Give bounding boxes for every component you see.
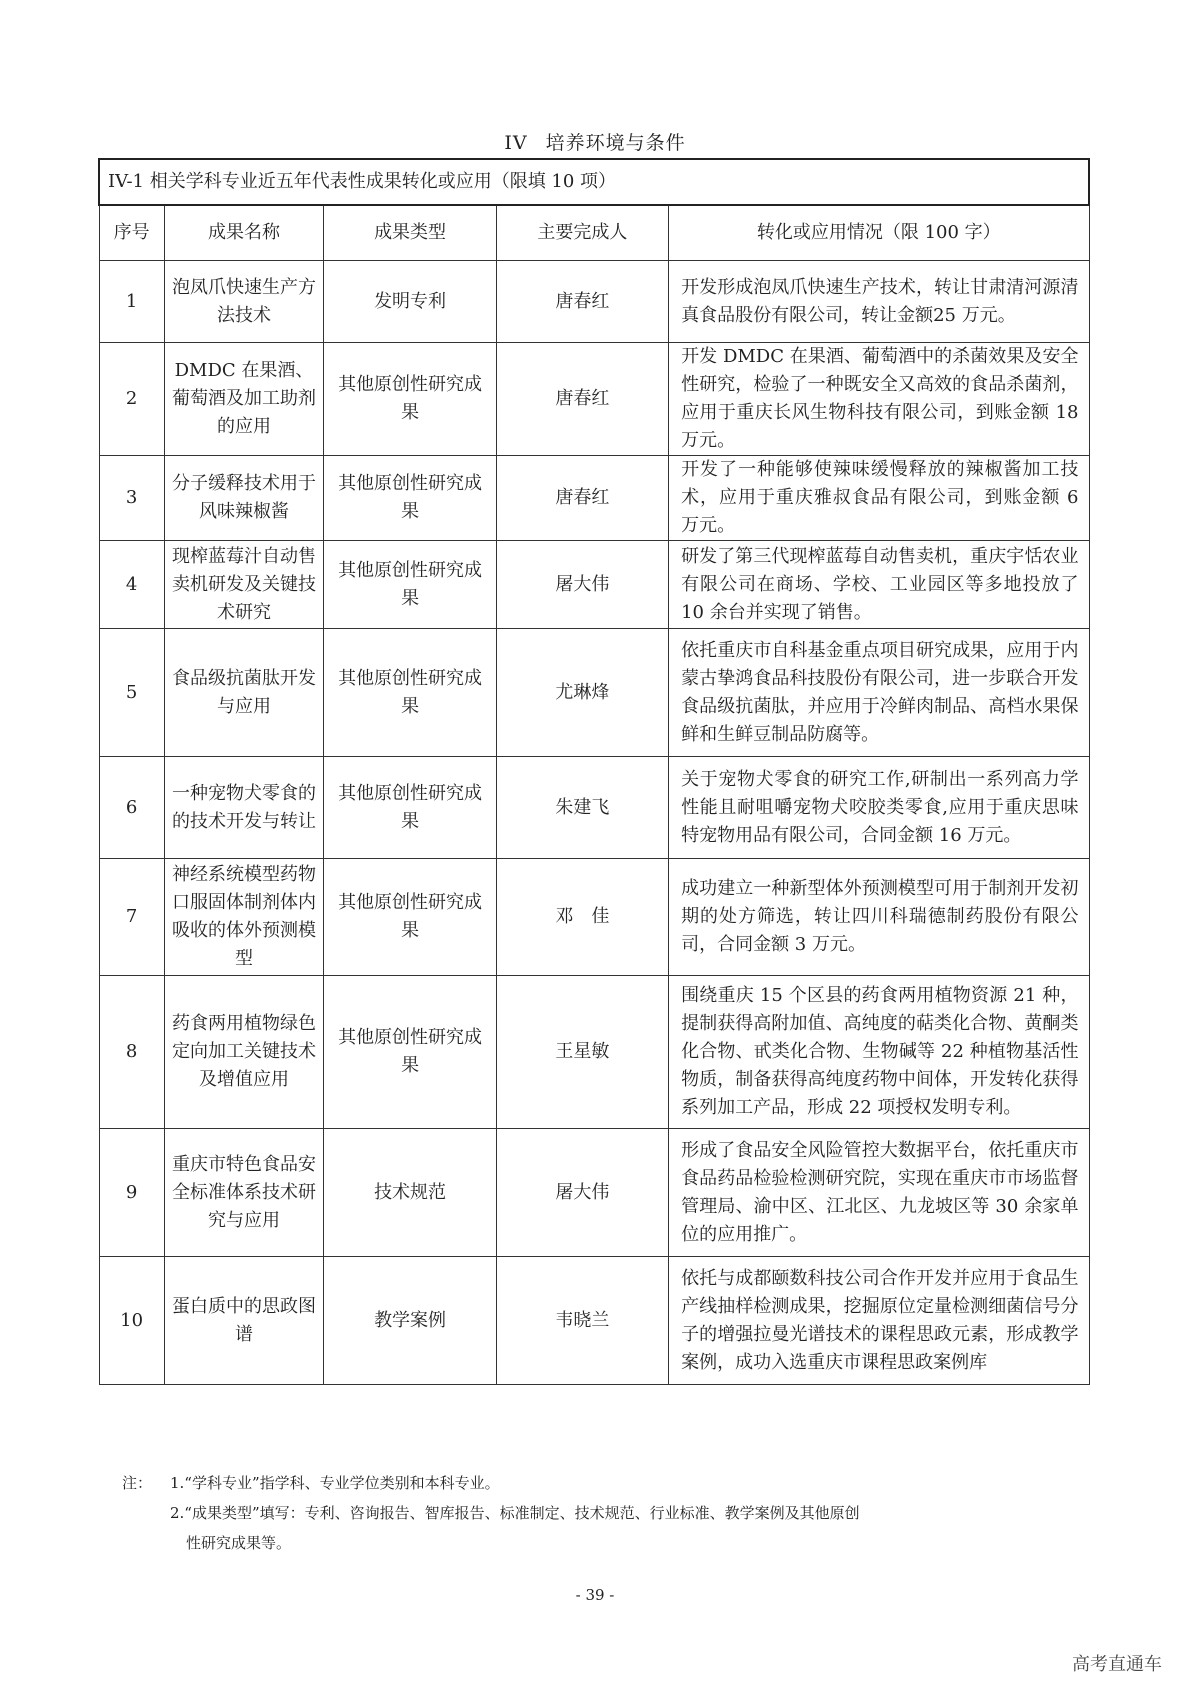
row-person: 尤琳烽: [496, 629, 668, 757]
row-desc: 关于宠物犬零食的研究工作,研制出一系列高力学性能且耐咀嚼宠物犬咬胶类零食,应用于重庆思味特宠物用品有限公司，合同金额 16 万元。: [669, 757, 1089, 859]
row-person: 唐春红: [496, 343, 668, 456]
table-row: [99, 757, 1089, 859]
note-2: 2.“成果类型”填写：专利、咨询报告、智库报告、标准制定、技术规范、行业标准、教学案例及其他原创: [170, 1504, 860, 1522]
row-type: 其他原创性研究成果: [324, 629, 496, 757]
row-name: 蛋白质中的思政图谱: [164, 1257, 324, 1385]
table-row: [99, 456, 1089, 541]
row-desc: 开发 DMDC 在果酒、葡萄酒中的杀菌效果及安全性研究，检验了一种既安全又高效的食品杀菌剂，应用于重庆长风生物科技有限公司，到账金额 18 万元。: [669, 343, 1089, 456]
note-1: [122, 1468, 1042, 1498]
watermark: 高考直通车: [1072, 1654, 1162, 1675]
table-caption: IV-1 相关学科专业近五年代表性成果转化或应用（限填 10 项）: [99, 159, 1089, 205]
row-seq: 7: [99, 859, 164, 976]
row-seq: 2: [99, 343, 164, 456]
row-person: 屠大伟: [496, 541, 668, 629]
row-type: 其他原创性研究成果: [324, 976, 496, 1129]
row-person: 屠大伟: [496, 1129, 668, 1257]
row-person: 邓 佳: [496, 859, 668, 976]
row-desc: 研发了第三代现榨蓝莓自动售卖机，重庆宇恬农业有限公司在商场、学校、工业园区等多地投放了 10 余台并实现了销售。: [669, 541, 1089, 629]
table-row: [99, 629, 1089, 757]
row-person: 朱建飞: [496, 757, 668, 859]
row-desc: 围绕重庆 15 个区县的药食两用植物资源 21 种，提制获得高附加值、高纯度的萜类化合物、黄酮类化合物、甙类化合物、生物碱等 22 种植物基活性物质，制备获得高纯度药物中间体，开发转化获得系列加工产品，形成 22 项授权发明专利。: [669, 976, 1089, 1129]
row-type: 其他原创性研究成果: [324, 456, 496, 541]
page-number: - 39 -: [575, 1586, 615, 1604]
row-person: 唐春红: [496, 456, 668, 541]
row-seq: 6: [99, 757, 164, 859]
table-header-row: [99, 205, 1089, 261]
section-title: [0, 128, 1190, 155]
row-name: 食品级抗菌肽开发与应用: [164, 629, 324, 757]
row-seq: 5: [99, 629, 164, 757]
row-name: 神经系统模型药物口服固体制剂体内吸收的体外预测模型: [164, 859, 324, 976]
row-name: 分子缓释技术用于风味辣椒酱: [164, 456, 324, 541]
notes-label: 注：: [122, 1474, 153, 1492]
row-desc: 开发了一种能够使辣味缓慢释放的辣椒酱加工技术，应用于重庆雅叔食品有限公司，到账金额 6 万元。: [669, 456, 1089, 541]
row-seq: 8: [99, 976, 164, 1129]
note-1-text: 1.“学科专业”指学科、专业学位类别和本科专业。: [170, 1474, 500, 1492]
header-seq: 序号: [99, 205, 164, 261]
row-name: 药食两用植物绿色定向加工关键技术及增值应用: [164, 976, 324, 1129]
row-type: 教学案例: [324, 1257, 496, 1385]
row-desc: 开发形成泡凤爪快速生产技术，转让甘肃清河源清真食品股份有限公司，转让金额25 万元。: [669, 261, 1089, 343]
row-seq: 3: [99, 456, 164, 541]
row-name: 泡凤爪快速生产方法技术: [164, 261, 324, 343]
notes: [122, 1468, 1042, 1558]
table-row: [99, 343, 1089, 456]
row-seq: 9: [99, 1129, 164, 1257]
achievements-table: [98, 158, 1090, 1385]
table-row: [99, 1257, 1089, 1385]
row-seq: 4: [99, 541, 164, 629]
row-desc: 依托重庆市自科基金重点项目研究成果，应用于内蒙古挚鸿食品科技股份有限公司，进一步联合开发食品级抗菌肽，并应用于冷鲜肉制品、高档水果保鲜和生鲜豆制品防腐等。: [669, 629, 1089, 757]
table-row: [99, 859, 1089, 976]
row-desc: 依托与成都颐数科技公司合作开发并应用于食品生产线抽样检测成果，挖掘原位定量检测细菌信号分子的增强拉曼光谱技术的课程思政元素，形成教学案例，成功入选重庆市课程思政案例库: [669, 1257, 1089, 1385]
row-seq: 1: [99, 261, 164, 343]
row-type: 技术规范: [324, 1129, 496, 1257]
row-type: 其他原创性研究成果: [324, 859, 496, 976]
table-row: [99, 1129, 1089, 1257]
section-heading: 培养环境与条件: [545, 132, 686, 154]
row-person: 唐春红: [496, 261, 668, 343]
row-name: 一种宠物犬零食的的技术开发与转让: [164, 757, 324, 859]
note-2-continued: 性研究成果等。: [186, 1534, 292, 1552]
row-type: 其他原创性研究成果: [324, 343, 496, 456]
section-roman: IV: [504, 132, 528, 154]
header-desc: 转化或应用情况（限 100 字）: [669, 205, 1089, 261]
row-seq: 10: [99, 1257, 164, 1385]
table-row: [99, 261, 1089, 343]
row-name: 现榨蓝莓汁自动售卖机研发及关键技术研究: [164, 541, 324, 629]
header-name: 成果名称: [164, 205, 324, 261]
row-type: 发明专利: [324, 261, 496, 343]
row-type: 其他原创性研究成果: [324, 541, 496, 629]
row-person: 韦晓兰: [496, 1257, 668, 1385]
row-desc: 成功建立一种新型体外预测模型可用于制剂开发初期的处方筛选，转让四川科瑞德制药股份有限公司，合同金额 3 万元。: [669, 859, 1089, 976]
row-name: 重庆市特色食品安全标准体系技术研究与应用: [164, 1129, 324, 1257]
header-person: 主要完成人: [496, 205, 668, 261]
row-type: 其他原创性研究成果: [324, 757, 496, 859]
table-row: [99, 976, 1089, 1129]
table-row: [99, 541, 1089, 629]
table-caption-row: [99, 159, 1089, 205]
row-desc: 形成了食品安全风险管控大数据平台，依托重庆市食品药品检验检测研究院，实现在重庆市市场监督管理局、渝中区、江北区、九龙坡区等 30 余家单位的应用推广。: [669, 1129, 1089, 1257]
row-name: DMDC 在果酒、葡萄酒及加工助剂的应用: [164, 343, 324, 456]
header-type: 成果类型: [324, 205, 496, 261]
row-person: 王星敏: [496, 976, 668, 1129]
